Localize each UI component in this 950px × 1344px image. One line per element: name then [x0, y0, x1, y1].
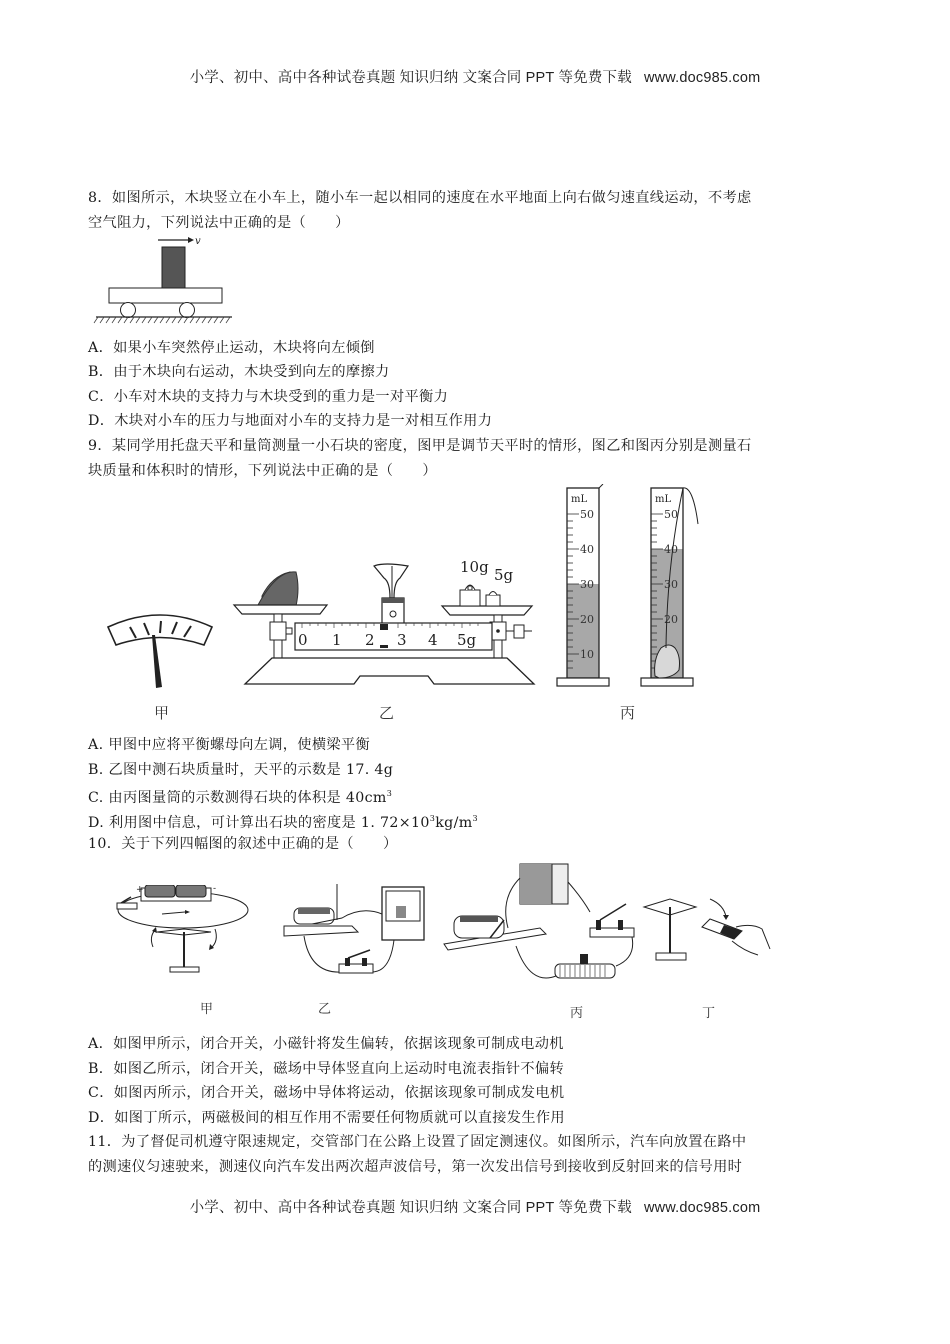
q9-caption-jia: 甲 — [154, 704, 170, 722]
q9-option-d-sup2: 3 — [472, 814, 478, 823]
q9-option-d-unit: kg/m — [435, 815, 473, 831]
header-banner — [0, 66, 950, 87]
q8-option-c[interactable]: C．小车对木块的支持力与木块受到的重力是一对平衡力 — [88, 389, 449, 405]
cyl1-tick-50: 50 — [580, 508, 594, 521]
q9-stem-line1: 9．某同学用托盘天平和量筒测量一小石块的密度，图甲是调节天平时的情形，图乙和图丙分别是测量石 — [88, 438, 752, 454]
weight-10g-label: 10g — [460, 558, 489, 576]
cyl2-tick-20: 20 — [664, 613, 678, 626]
cyl2-tick-30: 30 — [664, 578, 678, 591]
header-banner-text: 小学、初中、高中各种试卷真题 知识归纳 文案合同 PPT 等免费下载 — [189, 70, 632, 86]
q9-caption-yi: 乙 — [379, 704, 395, 722]
q10-caption-bing: 丙 — [570, 1006, 584, 1021]
cyl1-tick-10: 10 — [580, 648, 594, 661]
scale-tick-3: 3 — [397, 631, 407, 649]
scale-tick-1: 1 — [332, 631, 342, 649]
q9-fig-bing-cylinders — [553, 484, 713, 689]
q8-stem-line2: 空气阻力，下列说法中正确的是（ ） — [88, 215, 350, 231]
cyl1-unit: mL — [571, 494, 588, 505]
q10-fig-ding-magnet — [640, 895, 775, 970]
q11-stem-line1: 11．为了督促司机遵守限速规定，交管部门在公路上设置了固定测速仪。如图所示，汽车向放置在路中 — [88, 1134, 747, 1150]
q10-option-d[interactable]: D．如图丁所示，两磁极间的相互作用不需要任何物质就可以直接发生作用 — [88, 1110, 565, 1126]
q8-option-b[interactable]: B．由于木块向右运动，木块受到向左的摩擦力 — [88, 364, 390, 380]
q9-option-a[interactable]: A. 甲图中应将平衡螺母向左调，使横梁平衡 — [88, 737, 370, 753]
cyl1-tick-20: 20 — [580, 613, 594, 626]
q8-cart-figure — [92, 232, 232, 324]
cyl1-tick-40: 40 — [580, 543, 594, 556]
q9-option-d[interactable] — [88, 807, 478, 835]
q9-caption-bing: 丙 — [620, 704, 636, 722]
q9-option-c-text: C. 由丙图量筒的示数测得石块的体积是 40cm — [88, 790, 387, 806]
q8-option-d[interactable]: D．木块对小车的压力与地面对小车的支持力是一对相互作用力 — [88, 413, 493, 429]
q10-caption-ding: 丁 — [702, 1006, 716, 1021]
q9-option-d-text: D. 利用图中信息，可计算出石块的密度是 1. 72×10 — [88, 815, 430, 831]
q9-option-c[interactable] — [88, 782, 392, 810]
scale-tick-2: 2 — [365, 631, 375, 649]
scale-tick-0: 0 — [298, 631, 308, 649]
q9-fig-yi-balance — [232, 548, 537, 693]
q10-caption-yi: 乙 — [318, 1002, 332, 1017]
weight-5g-label: 5g — [494, 566, 514, 584]
header-banner-url[interactable]: www.doc985.com — [643, 70, 761, 86]
footer-banner — [0, 1196, 950, 1217]
q9-option-c-sup: 3 — [386, 789, 393, 798]
cyl1-tick-30: 30 — [580, 578, 594, 591]
footer-banner-url[interactable]: www.doc985.com — [643, 1200, 761, 1216]
q8-option-a[interactable]: A．如果小车突然停止运动，木块将向左倾倒 — [88, 340, 375, 356]
q10-option-c[interactable]: C．如图丙所示，闭合开关，磁场中导体将运动，依据该现象可制成发电机 — [88, 1085, 565, 1101]
q11-stem-line2: 的测速仪匀速驶来，测速仪向汽车发出两次超声波信号，第一次发出信号到接收到反射回来的信号用时 — [88, 1159, 743, 1175]
q10-option-a[interactable]: A．如图甲所示，闭合开关，小磁针将发生偏转，依据该现象可制成电动机 — [88, 1036, 564, 1052]
cyl2-unit: mL — [655, 494, 672, 505]
q10-option-b[interactable]: B．如图乙所示，闭合开关，磁场中导体竖直向上运动时电流表指针不偏转 — [88, 1061, 564, 1077]
q10-caption-jia: 甲 — [200, 1002, 214, 1017]
q9-option-b[interactable]: B. 乙图中测石块质量时，天平的示数是 17. 4g — [88, 762, 394, 778]
cyl2-tick-50: 50 — [664, 508, 678, 521]
scale-tick-5g: 5g — [457, 631, 477, 649]
q9-stem-line2: 块质量和体积时的情形，下列说法中正确的是（ ） — [88, 463, 437, 479]
q10-fig-yi-induction — [282, 884, 432, 986]
cyl2-tick-40: 40 — [664, 543, 678, 556]
footer-banner-text: 小学、初中、高中各种试卷真题 知识归纳 文案合同 PPT 等免费下载 — [189, 1200, 632, 1216]
q9-option-d-sup1: 3 — [429, 814, 436, 823]
battery-minus: - — [213, 885, 217, 894]
q10-stem: 10．关于下列四幅图的叙述中正确的是（ ） — [88, 836, 398, 852]
q9-fig-jia-pointer-dial — [100, 605, 220, 690]
q10-fig-jia-oersted — [115, 885, 255, 980]
q8-stem-line1: 8．如图所示，木块竖立在小车上，随小车一起以相同的速度在水平地面上向右做匀速直线运动，不考虑 — [88, 190, 752, 206]
q10-fig-bing-motor — [440, 858, 640, 988]
battery-plus: + — [136, 885, 144, 895]
velocity-label: v — [195, 236, 201, 247]
scale-tick-4: 4 — [428, 631, 438, 649]
